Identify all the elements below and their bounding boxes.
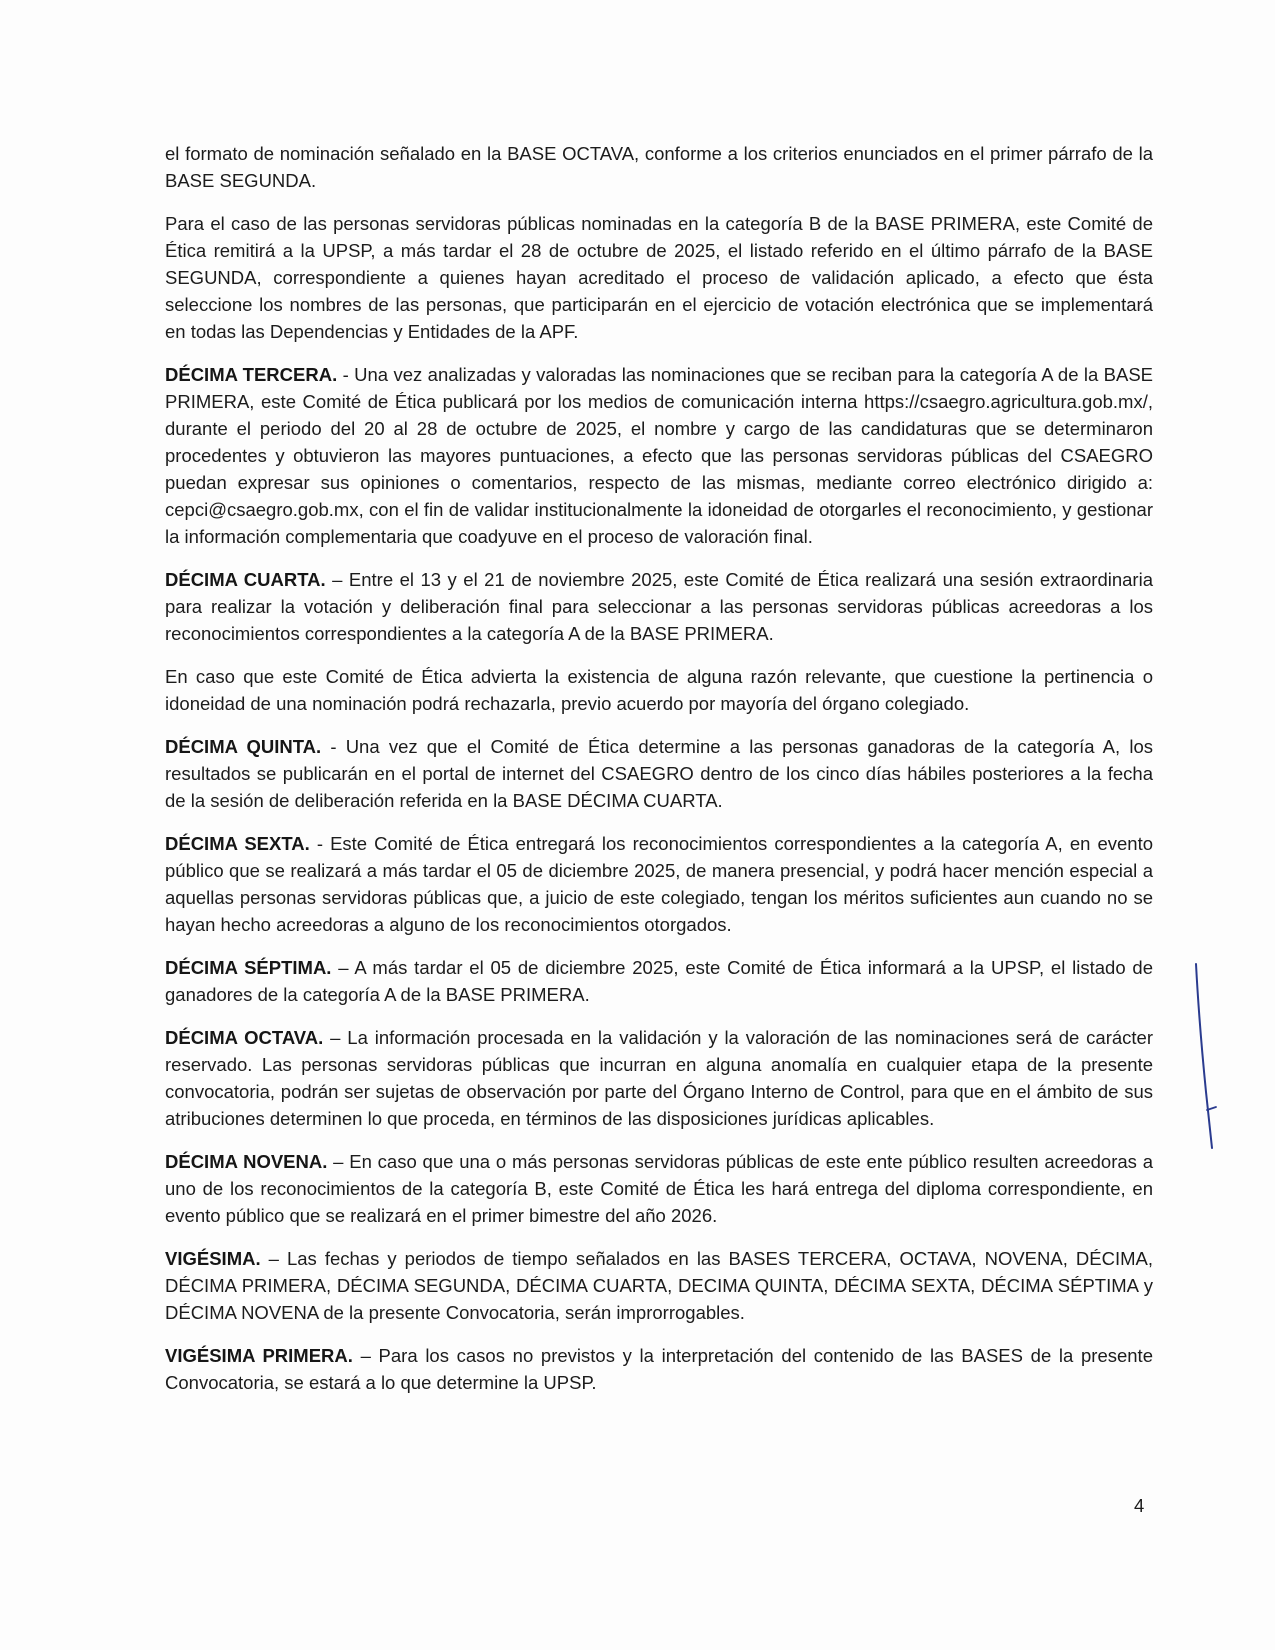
- initial-stroke: [1196, 964, 1212, 1148]
- paragraph-decima-cuarta: [165, 566, 1153, 647]
- clause-heading: DÉCIMA QUINTA.: [165, 736, 322, 757]
- clause-heading: DÉCIMA CUARTA.: [165, 569, 326, 590]
- handwritten-initial-mark: [1190, 962, 1230, 1152]
- clause-heading: DÉCIMA OCTAVA.: [165, 1027, 324, 1048]
- paragraph-text: – Las fechas y periodos de tiempo señalados en las BASES TERCERA, OCTAVA, NOVENA, DÉCIMA, DÉCIMA PRIMERA, DÉCIMA SEGUNDA, DÉCIMA CUARTA, DECIMA QUINTA, DÉCIMA SEXTA, DÉCIMA SÉPTIMA y DÉCIMA NOVENA de la presente Convocatoria, serán improrrogables.: [165, 1248, 1153, 1323]
- paragraph-vigesima-primera: [165, 1342, 1153, 1396]
- paragraph-text: – Para los casos no previstos y la interpretación del contenido de las BASES de la presente Convocatoria, se estará a lo que determine la UPSP.: [165, 1345, 1153, 1393]
- paragraph-text: el formato de nominación señalado en la BASE OCTAVA, conforme a los criterios enunciados en el primer párrafo de la BASE SEGUNDA.: [165, 143, 1153, 191]
- paragraph-nomination-format: [165, 140, 1153, 194]
- paragraph-text: Para el caso de las personas servidoras públicas nominadas en la categoría B de la BASE PRIMERA, este Comité de Ética remitirá a la UPSP, a más tardar el 28 de octubre de 2025, el listado referido en el último párrafo de la BASE SEGUNDA, correspondiente a quienes hayan acreditado el proceso de validación aplicado, a efecto que ésta seleccione los nombres de las personas, que participarán en el ejercicio de votación electrónica que se implementará en todas las Dependencias y Entidades de la APF.: [165, 213, 1153, 342]
- paragraph-text: – La información procesada en la validación y la valoración de las nominaciones será de carácter reservado. Las personas servidoras públicas que incurran en alguna anomalía en cualquier etapa de la presente convocatoria, podrán ser sujetas de observación por parte del Órgano Interno de Control, para que en el ámbito de sus atribuciones determinen lo que proceda, en términos de las disposiciones jurídicas aplicables.: [165, 1027, 1153, 1129]
- paragraph-rejection: [165, 663, 1153, 717]
- paragraph-decima-octava: [165, 1024, 1153, 1132]
- paragraph-decima-sexta: [165, 830, 1153, 938]
- paragraph-decima-novena: [165, 1148, 1153, 1229]
- paragraph-text: - Una vez analizadas y valoradas las nominaciones que se reciban para la categoría A de la BASE PRIMERA, este Comité de Ética publicará por los medios de comunicación interna https://csaegro.agricultura.gob.mx/, durante el periodo del 20 al 28 de octubre de 2025, el nombre y cargo de las candidaturas que se determinaron procedentes y obtuvieron las mayores puntuaciones, a efecto que las personas servidoras públicas del CSAEGRO puedan expresar sus opiniones o comentarios, respecto de las mismas, mediante correo electrónico dirigido a: cepci@csaegro.gob.mx, con el fin de validar institucionalmente la idoneidad de otorgarles el reconocimiento, y gestionar la información complementaria que coadyuve en el proceso de valoración final.: [165, 364, 1153, 547]
- clause-heading: VIGÉSIMA.: [165, 1248, 261, 1269]
- clause-heading: DÉCIMA SÉPTIMA.: [165, 957, 332, 978]
- paragraph-text: - Este Comité de Ética entregará los reconocimientos correspondientes a la categoría A, en evento público que se realizará a más tardar el 05 de diciembre 2025, de manera presencial, y podrá hacer mención especial a aquellas personas servidoras públicas que, a juicio de este colegiado, tengan los méritos suficientes aun cuando no se hayan hecho acreedoras a alguno de los reconocimientos otorgados.: [165, 833, 1154, 935]
- clause-heading: DÉCIMA TERCERA.: [165, 364, 338, 385]
- clause-heading: DÉCIMA NOVENA.: [165, 1151, 328, 1172]
- paragraph-decima-tercera: [165, 361, 1153, 550]
- paragraph-text: En caso que este Comité de Ética advierta la existencia de alguna razón relevante, que cuestione la pertinencia o idoneidad de una nominación podrá rechazarla, previo acuerdo por mayoría del órgano colegiado.: [165, 666, 1153, 714]
- paragraph-vigesima: [165, 1245, 1153, 1326]
- paragraph-text: – A más tardar el 05 de diciembre 2025, este Comité de Ética informará a la UPSP, el listado de ganadores de la categoría A de la BASE PRIMERA.: [165, 957, 1153, 1005]
- page-number: 4: [1134, 1495, 1145, 1516]
- paragraph-decima-septima: [165, 954, 1153, 1008]
- paragraph-text: - Una vez que el Comité de Ética determine a las personas ganadoras de la categoría A, los resultados se publicarán en el portal de internet del CSAEGRO dentro de los cinco días hábiles posteriores a la fecha de la sesión de deliberación referida en la BASE DÉCIMA CUARTA.: [165, 736, 1153, 811]
- clause-heading: DÉCIMA SEXTA.: [165, 833, 310, 854]
- paragraph-decima-quinta: [165, 733, 1153, 814]
- clause-heading: VIGÉSIMA PRIMERA.: [165, 1345, 353, 1366]
- document-body: [165, 140, 1153, 1412]
- paragraph-text: – En caso que una o más personas servidoras públicas de este ente público resulten acreedoras a uno de los reconocimientos de la categoría B, este Comité de Ética les hará entrega del diploma correspondiente, en evento público que se realizará en el primer bimestre del año 2026.: [165, 1151, 1153, 1226]
- paragraph-text: – Entre el 13 y el 21 de noviembre 2025, este Comité de Ética realizará una sesión extraordinaria para realizar la votación y deliberación final para seleccionar a las personas servidoras públicas acreedoras a los reconocimientos correspondientes a la categoría A de la BASE PRIMERA.: [165, 569, 1153, 644]
- paragraph-category-b: [165, 210, 1153, 345]
